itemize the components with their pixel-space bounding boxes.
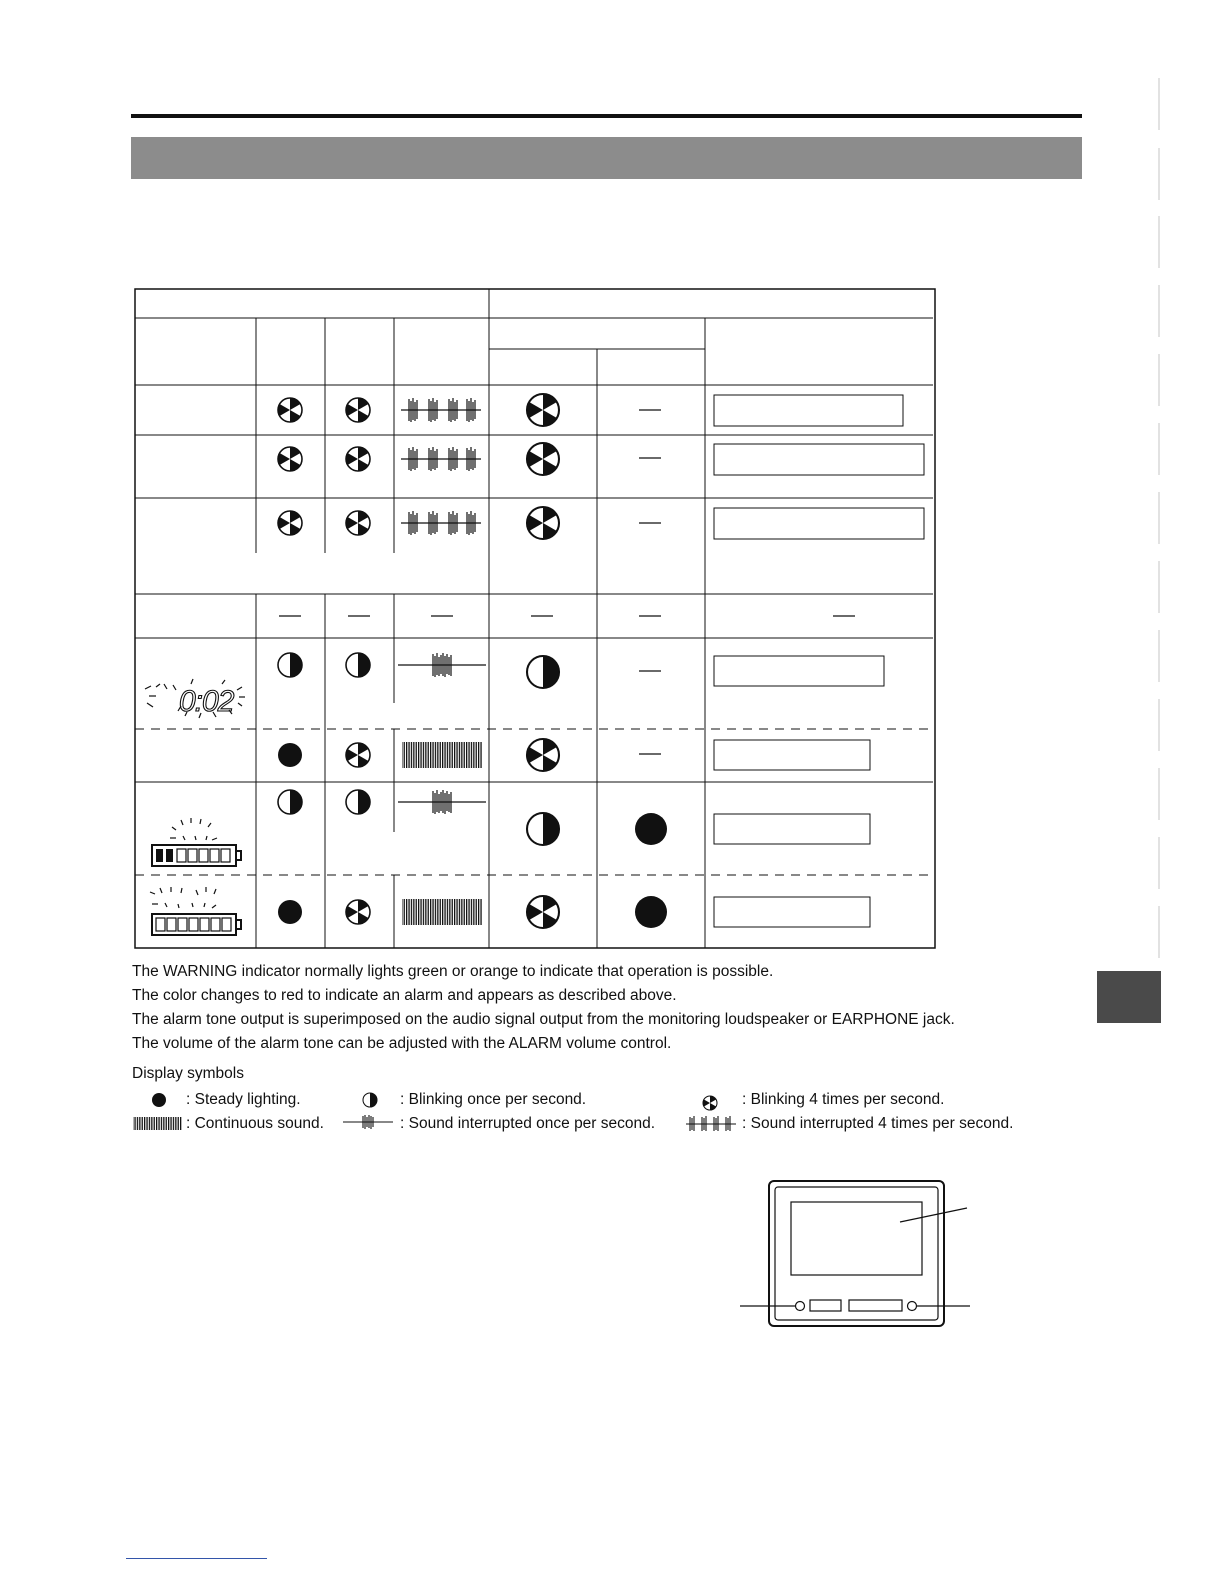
legend-blink-once-text: : Blinking once per second. [400, 1091, 587, 1108]
legend-heading: Display symbols [132, 1065, 244, 1082]
sound-4-symbol [401, 447, 481, 471]
device-button [849, 1300, 902, 1311]
blink-4-symbol [527, 739, 559, 771]
blink-4-symbol [527, 394, 559, 426]
blink-4-symbol [346, 743, 370, 767]
indicator-lamp [908, 1302, 917, 1311]
steady-symbol [635, 896, 667, 928]
sound-4-symbol [401, 398, 481, 422]
blink-four-icon [703, 1096, 717, 1110]
blink-4-symbol [346, 511, 370, 535]
blink-4-symbol [278, 511, 302, 535]
blink-once-symbol [278, 653, 302, 677]
battery-low-icon [152, 818, 241, 866]
blink-once-symbol [527, 656, 559, 688]
note-line-3: The alarm tone output is superimposed on the audio signal output from the monitoring loudspeaker or EARPHONE jack. [132, 1011, 955, 1028]
steady-symbol [635, 813, 667, 845]
device-diagram [730, 1170, 990, 1340]
device-button [810, 1300, 841, 1311]
sound-4-symbol [401, 511, 481, 535]
chapter-tab [1097, 971, 1161, 1023]
legend-continuous-text: : Continuous sound. [186, 1115, 324, 1132]
continuous-sound-icon [133, 1117, 182, 1130]
blink-once-symbol [527, 813, 559, 845]
blink-4-symbol [278, 447, 302, 471]
sound-once-symbol [398, 790, 486, 814]
note-line-2: The color changes to red to indicate an alarm and appears as described above. [132, 987, 677, 1004]
legend-interrupted-four-text: : Sound interrupted 4 times per second. [742, 1115, 1014, 1132]
blink-once-symbol [278, 790, 302, 814]
sound-once-symbol [398, 653, 486, 677]
blink-4-symbol [346, 447, 370, 471]
note-line-4: The volume of the alarm tone can be adjusted with the ALARM volume control. [132, 1035, 672, 1052]
steady-symbol [278, 743, 302, 767]
legend-blink-four-text: : Blinking 4 times per second. [742, 1091, 945, 1108]
blink-4-symbol [278, 398, 302, 422]
sound-four-icon [686, 1116, 736, 1131]
blink-4-symbol [527, 507, 559, 539]
display-screen [791, 1202, 922, 1275]
sound-once-icon [343, 1115, 393, 1129]
footer-link-line [126, 1558, 267, 1559]
legend-interrupted-once-text: : Sound interrupted once per second. [400, 1115, 656, 1132]
continuous-sound-symbol [402, 742, 482, 768]
steady-symbol [278, 900, 302, 924]
blink-4-symbol [346, 398, 370, 422]
blink-4-symbol [346, 900, 370, 924]
legend-steady-text: : Steady lighting. [186, 1091, 301, 1108]
continuous-sound-symbol [402, 899, 482, 925]
blink-once-symbol [346, 653, 370, 677]
note-line-1: The WARNING indicator normally lights green or orange to indicate that operation is possible. [132, 963, 774, 980]
blink-4-symbol [527, 896, 559, 928]
indicator-lamp [796, 1302, 805, 1311]
steady-icon [152, 1093, 166, 1107]
blink-once-icon [363, 1093, 377, 1107]
blink-4-symbol [527, 443, 559, 475]
battery-empty-icon [150, 887, 241, 935]
blink-once-symbol [346, 790, 370, 814]
time-display-text: 0:02 [179, 685, 234, 718]
